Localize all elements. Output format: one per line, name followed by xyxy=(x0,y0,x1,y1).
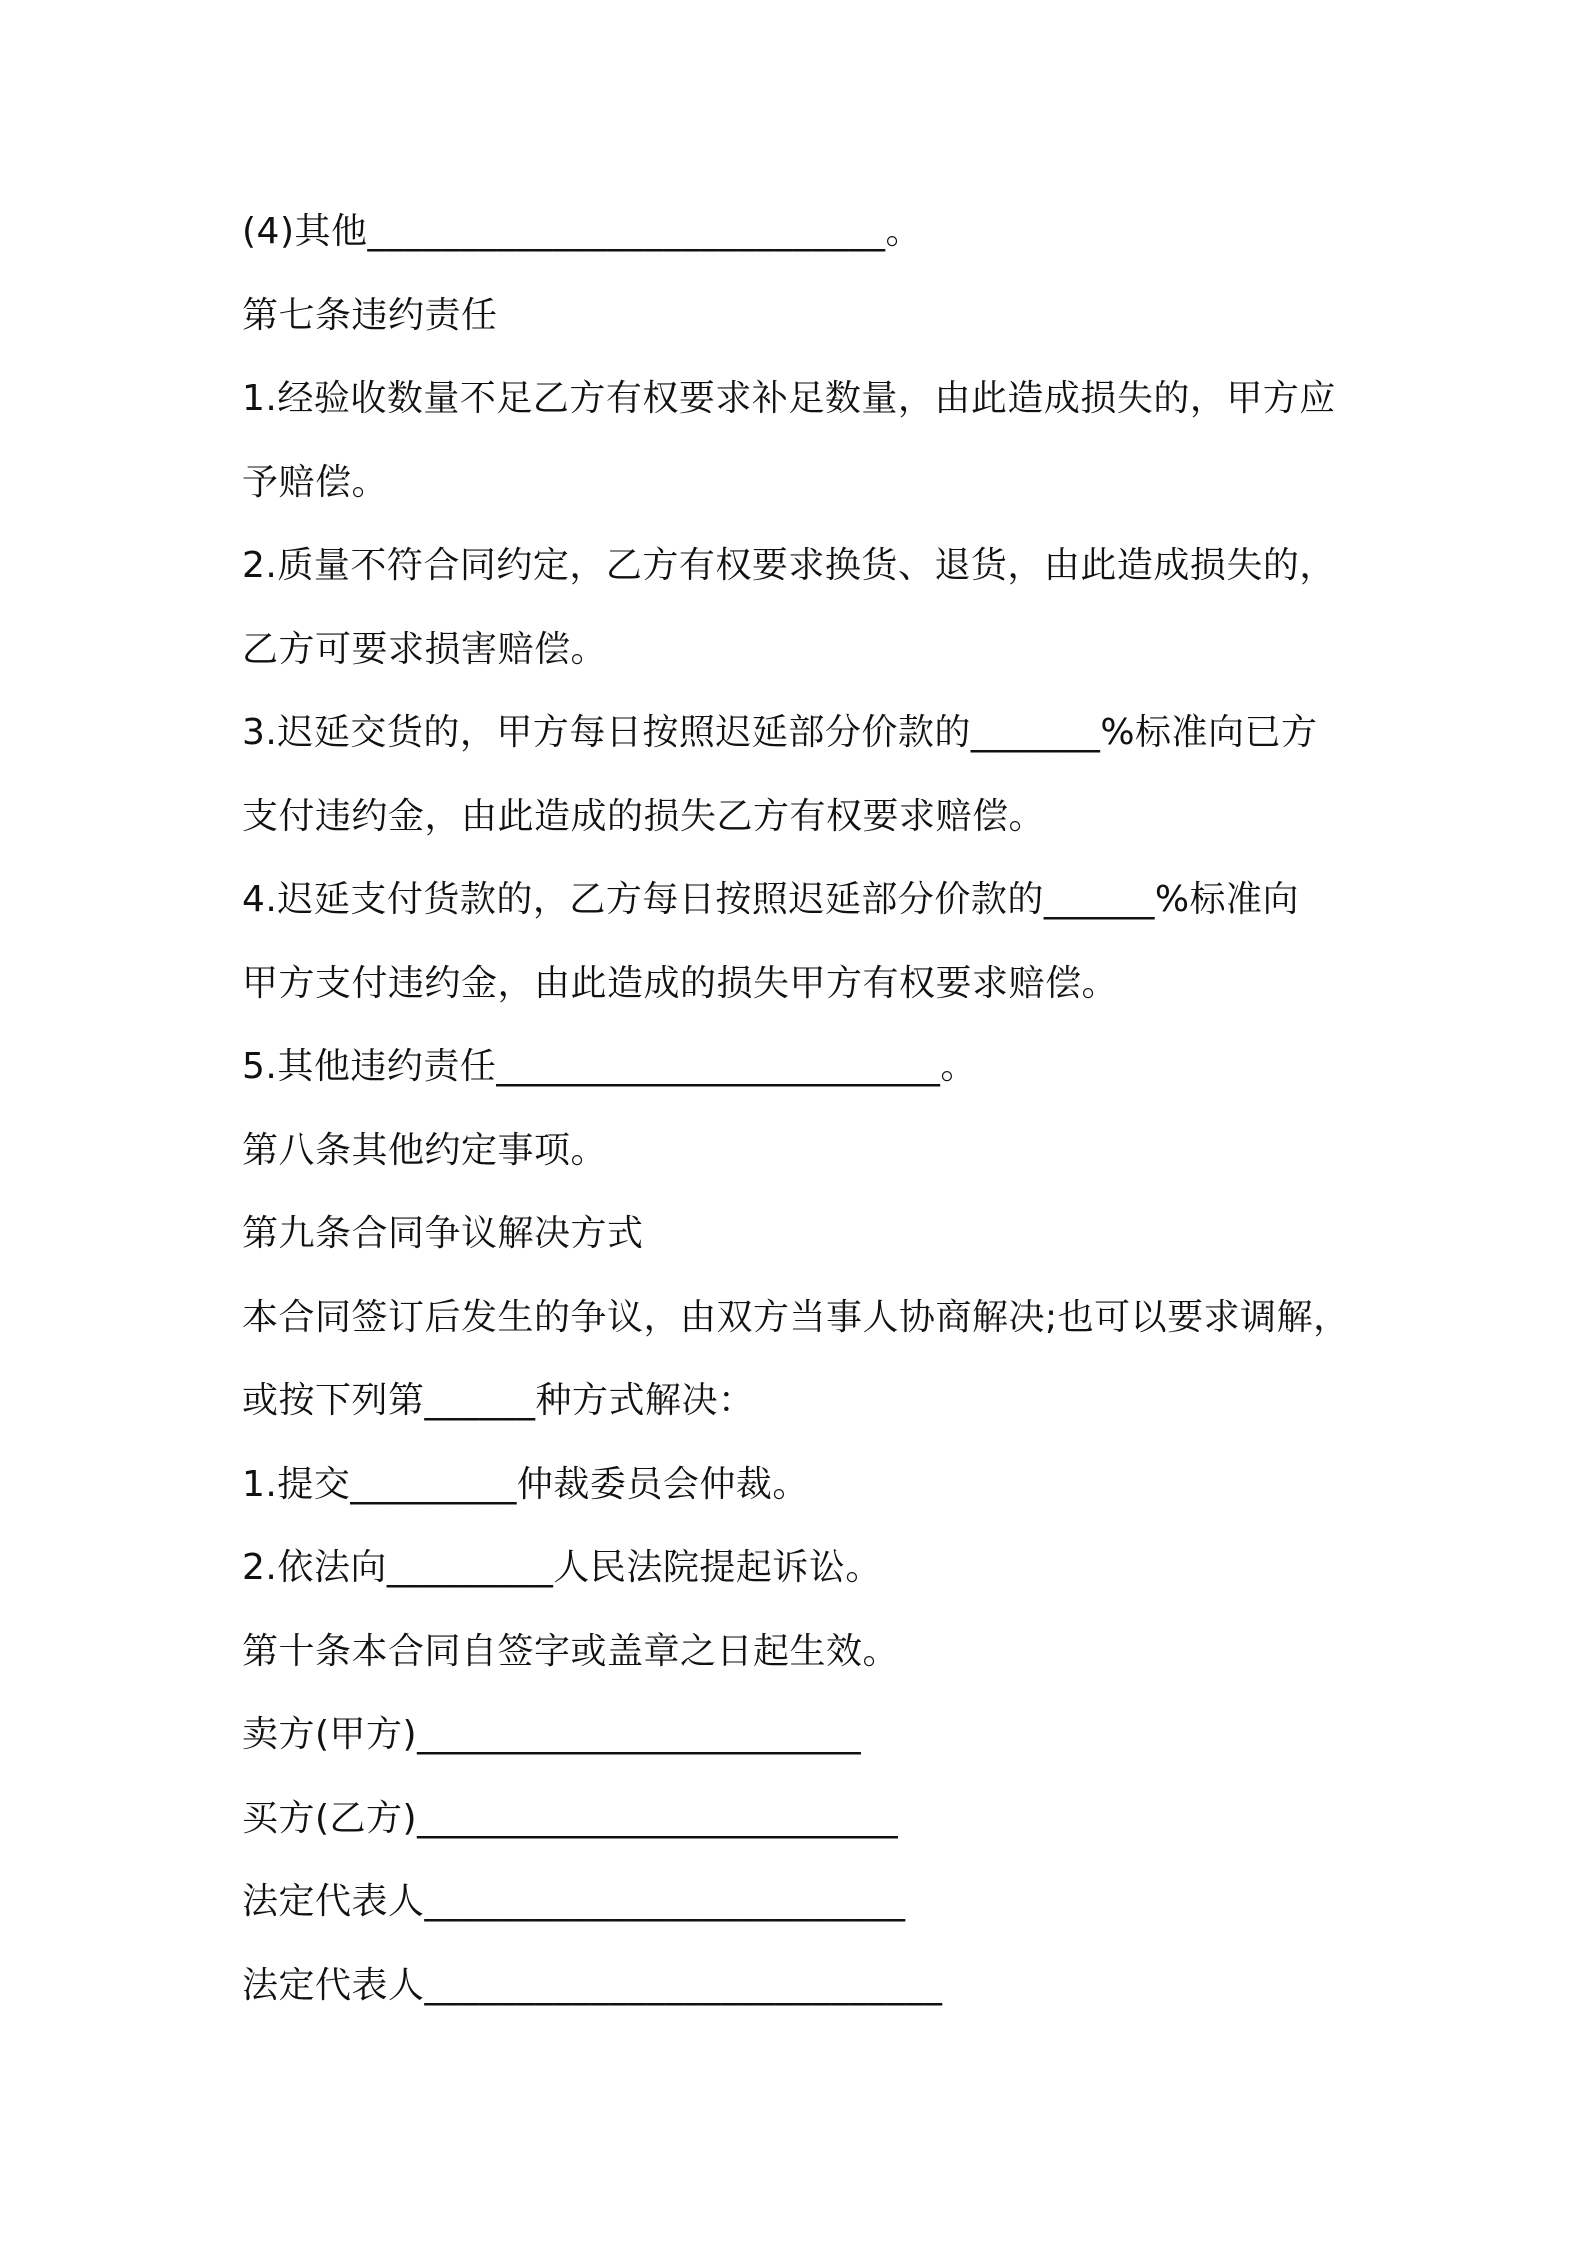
article-9-text-line-1: 本合同签订后发生的争议，由双方当事人协商解决;也可以要求调解， xyxy=(242,1296,1350,1338)
article-8-heading: 第八条其他约定事项。 xyxy=(242,1129,608,1171)
article-7-item-1-line-1: 1.经验收数量不足乙方有权要求补足数量，由此造成损失的，甲方应 xyxy=(242,378,1336,419)
article-9-option-2: 2.依法向_________人民法院提起诉讼。 xyxy=(242,1547,882,1588)
legal-representative-line-2: 法定代表人____________________________ xyxy=(242,1964,943,2006)
article-7-item-4-line-2: 甲方支付违约金，由此造成的损失甲方有权要求赔偿。 xyxy=(242,962,1119,1004)
article-9-heading: 第九条合同争议解决方式 xyxy=(242,1213,644,1254)
document-body xyxy=(242,196,1372,2033)
clause-6-item-4-other: (4)其他____________________________。 xyxy=(242,211,922,252)
seller-signature-line: 卖方(甲方)________________________ xyxy=(242,1714,862,1755)
article-7-item-2-line-2: 乙方可要求损害赔偿。 xyxy=(242,628,608,670)
article-7-item-3-line-2: 支付违约金，由此造成的损失乙方有权要求赔偿。 xyxy=(242,795,1046,837)
legal-representative-line-1: 法定代表人__________________________ xyxy=(242,1881,906,1922)
article-7-item-3-line-1: 3.迟延交货的，甲方每日按照迟延部分价款的_______%标准向已方 xyxy=(242,712,1318,753)
article-7-item-5: 5.其他违约责任________________________。 xyxy=(242,1046,977,1087)
article-9-text-line-2: 或按下列第______种方式解决： xyxy=(242,1380,755,1421)
article-7-item-4-line-1: 4.迟延支付货款的，乙方每日按照迟延部分价款的______%标准向 xyxy=(242,879,1300,920)
buyer-signature-line: 买方(乙方)__________________________ xyxy=(242,1797,899,1839)
article-10-heading: 第十条本合同自签字或盖章之日起生效。 xyxy=(242,1630,900,1672)
article-7-item-1-line-2: 予赔偿。 xyxy=(242,461,389,503)
article-9-option-1: 1.提交_________仲裁委员会仲裁。 xyxy=(242,1463,809,1505)
article-7-heading: 第七条违约责任 xyxy=(242,294,498,336)
article-7-item-2-line-1: 2.质量不符合同约定，乙方有权要求换货、退货，由此造成损失的， xyxy=(242,545,1336,586)
